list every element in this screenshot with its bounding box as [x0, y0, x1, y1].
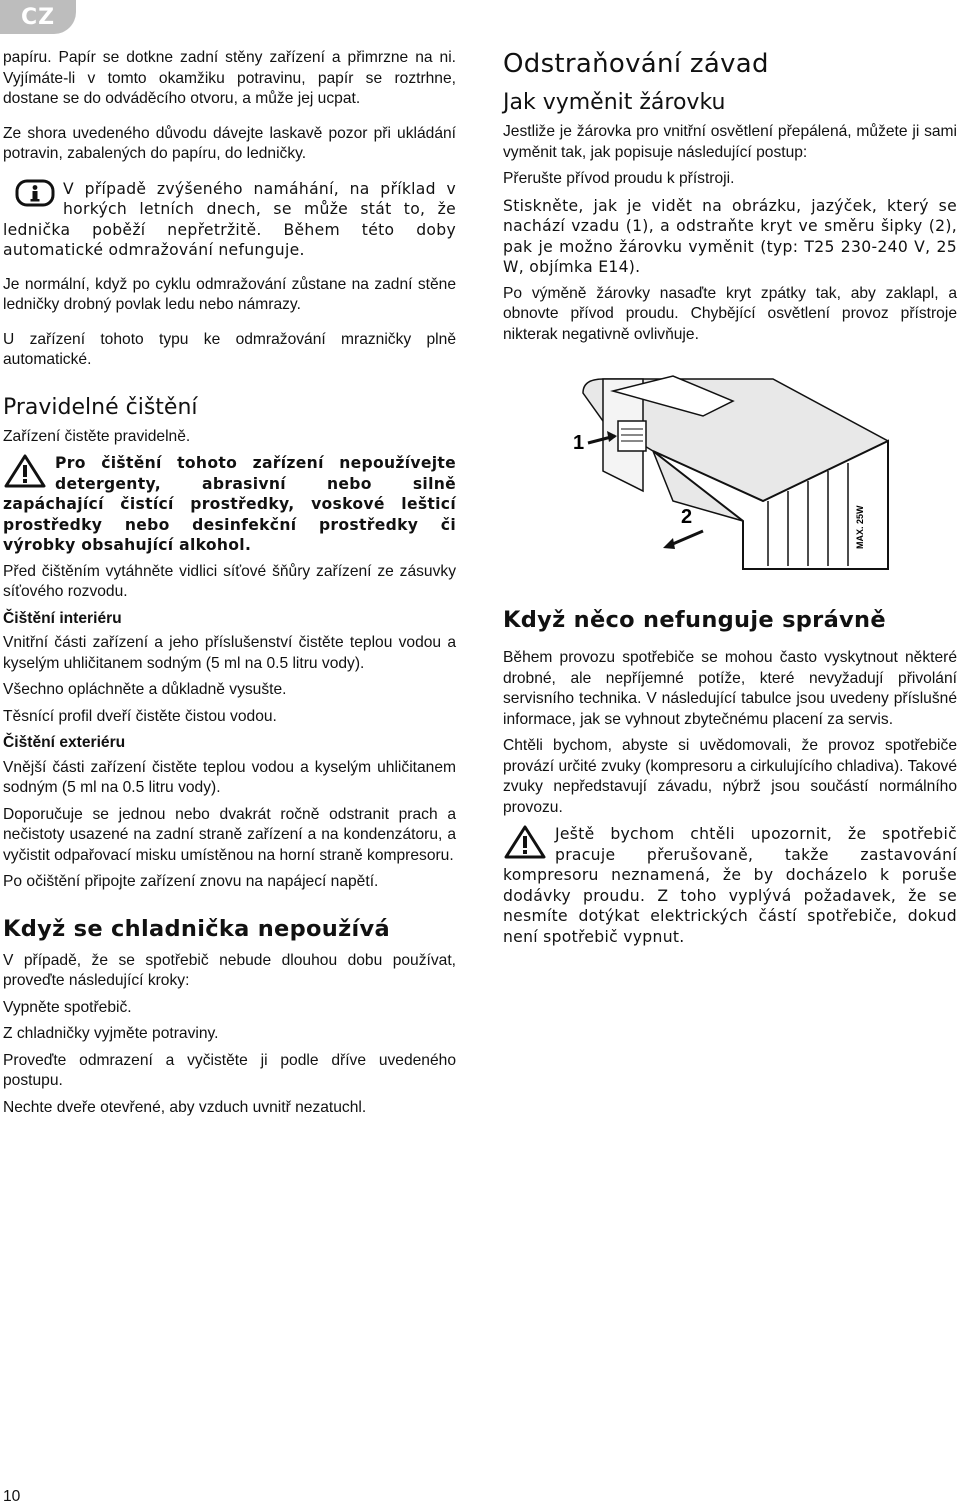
warning-triangle-icon: [3, 453, 47, 489]
warning-note: [3, 453, 456, 556]
paragraph: Vnější části zařízení čistěte teplou vodou a kyselým uhličitanem sodným (5 ml na 0.5 litru vody).: [3, 758, 456, 796]
paragraph: Před čištěním vytáhněte vidlici síťové šňůry zařízení ze zásuvky síťového rozvodu.: [3, 562, 456, 600]
section-heading: Pravidelné čištění: [3, 394, 198, 420]
warning-text: Ještě bychom chtěli upozornit, že spotřebič pracuje přerušovaně, takže zastavování kompresoru neznamená, že by docházelo k poruše dodávky proudu. Z toho vyplývá požadavek, že se nesmíte dotýkat elektrických částí spotřebiče, dokud není spotřebič vypnut.: [503, 825, 957, 946]
figure-label-1: 1: [573, 432, 585, 454]
paragraph: U zařízení tohoto typu ke odmražování mrazničky plně automatické.: [3, 330, 456, 368]
paragraph: Nechte dveře otevřené, aby vzduch uvnitř nezatuchl.: [3, 1098, 367, 1116]
paragraph: Ze shora uvedeného důvodu dávejte laskavě pozor při ukládání potravin, zabalených do papíru, do ledničky.: [3, 124, 456, 162]
paragraph: Chtěli bychom, abyste si uvědomovali, že provoz spotřebiče provází určité zvuky (kompresoru a cirkulujícího chladiva). Takové zvuky nepředstavují závadu, nýbrž jsou součástí normálního provozu.: [503, 737, 957, 816]
warning-text: Pro čištění tohoto zařízení nepoužívejte detergenty, abrasivní nebo silně zapáchající čistící prostředky, voskové lešticí prostředky nebo desinfekční prostředky či výrobky obsahující alkohol.: [3, 454, 456, 554]
figure-label-2: 2: [681, 506, 693, 528]
paragraph: Zařízení čistěte pravidelně.: [3, 427, 191, 445]
left-column: [3, 48, 456, 1124]
info-note-text: V případě zvýšeného namáhání, na příklad v horkých letních dnech, se může stát to, že lednička poběží nepřetržitě. Během této doby automatické odmražování nefunguje.: [3, 179, 456, 259]
subheading: Čištění interiéru: [3, 609, 122, 627]
section-heading: Když se chladnička nepoužívá: [3, 915, 390, 942]
page-section-title: Odstraňování závad: [503, 49, 769, 79]
paragraph: Stiskněte, jak je vidět na obrázku, jazýček, který se nachází vzadu (1), a odstraňte kryt ve směru šipky (2), pak je možno žárovku vyměnit (typ: T25 230-240 V, 25 W, objímka E14).: [503, 196, 957, 276]
warning-note: [503, 824, 957, 947]
paragraph: Je normální, když po cyklu odmražování zůstane na zadní stěne ledničky drobný povlak ledu nebo námrazy.: [3, 275, 456, 313]
warning-triangle-icon: [503, 824, 547, 860]
paragraph: Po očištění připojte zařízení znovu na napájecí napětí.: [3, 873, 379, 890]
paragraph: Těsnící profil dveří čistěte čistou vodou.: [3, 707, 277, 725]
paragraph: Všechno opláchněte a důkladně vysušte.: [3, 681, 287, 698]
paragraph: Vnitřní části zařízení a jeho příslušenství čistěte teplou vodou a kyselým uhličitanem sodným (5 ml na 0.5 litru vody).: [3, 634, 456, 672]
paragraph: V případě, že se spotřebič nebude dlouhou dobu používat, proveďte následující kroky:: [3, 951, 456, 989]
page-number: 10: [3, 1488, 21, 1505]
info-icon: [15, 179, 55, 207]
paragraph: Doporučuje se jednou nebo dvakrát ročně odstranit prach a nečistoty usazené na zadní straně zařízení a na kondenzátoru, a vyčistit odpařovací misku umístěnou na horní straně kompresoru.: [3, 805, 456, 864]
right-column: [503, 48, 957, 953]
paragraph: Jestliže je žárovka pro vnitřní osvětlení přepálená, můžete ji sami vyměnit tak, jak popisuje následující postup:: [503, 123, 957, 161]
language-badge: CZ: [0, 0, 76, 34]
paragraph: Po výměně žárovky nasaďte kryt zpátky tak, aby zaklapl, a obnovte přívod proudu. Chybějící osvětlení provoz přístroje nikterak negativně ovlivňuje.: [503, 284, 957, 343]
paragraph: Z chladničky vyjměte potraviny.: [3, 1025, 219, 1042]
section-heading: Jak vyměnit žárovku: [503, 90, 726, 115]
paragraph: Proveďte odmrazení a vyčistěte ji podle dříve uvedeného postupu.: [3, 1051, 456, 1089]
paragraph: Přerušte přívod proudu k přístroji.: [503, 170, 735, 187]
section-heading: Když něco nefunguje správně: [503, 607, 886, 633]
paragraph: Během provozu spotřebiče se mohou často vyskytnout některé drobné, ale nepříjemné potíže, které nevyžadují přivolání servisního technika. V následující tabulce jsou uvedeny příslušné informace, jak se vyhnout zbytečnému placení za servis.: [503, 649, 957, 728]
paragraph: papíru. Papír se dotkne zadní stěny zařízení a přimrzne na ni. Vyjímáte-li v tomto okamžiku potravinu, papír se roztrhne, dostane se do odváděcího otvoru, a může jej ucpat.: [3, 49, 456, 107]
info-note: [3, 179, 456, 261]
lamp-cover-illustration: [503, 371, 957, 581]
paragraph: Vypněte spotřebič.: [3, 998, 132, 1016]
subheading: Čištění exteriéru: [3, 734, 126, 751]
figure-label-max: MAX. 25W: [855, 505, 865, 549]
